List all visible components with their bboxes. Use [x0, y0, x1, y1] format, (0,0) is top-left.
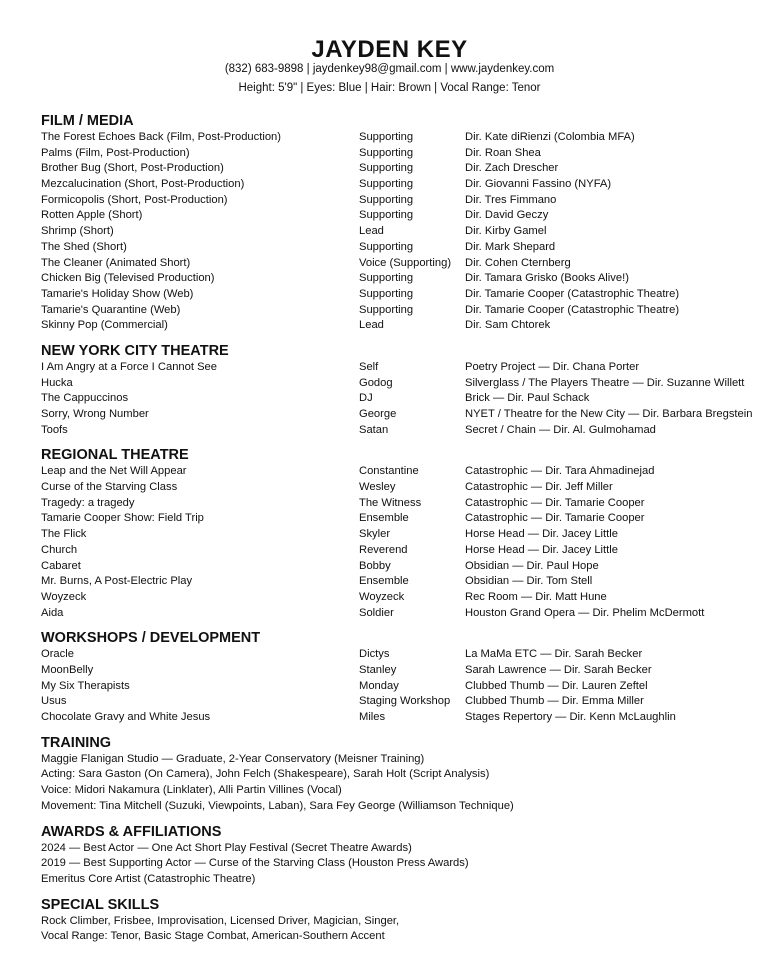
- credit-company-director: Clubbed Thumb — Dir. Emma Miller: [465, 695, 644, 708]
- credit-row: [41, 303, 776, 319]
- actor-name: JAYDEN KEY: [311, 36, 468, 63]
- credit-role: Satan: [359, 423, 389, 436]
- credit-list: [41, 647, 776, 725]
- credit-row: [41, 527, 776, 543]
- credit-row: [41, 710, 776, 726]
- nyc-theatre-section: [41, 343, 776, 438]
- credit-row: [41, 256, 776, 272]
- credit-row: [41, 161, 776, 177]
- credit-title: Church: [41, 543, 78, 556]
- credit-role: Woyzeck: [359, 590, 405, 603]
- credit-company-director: La MaMa ETC — Dir. Sarah Becker: [465, 648, 643, 661]
- physical-stats: Height: 5'9" | Eyes: Blue | Hair: Brown | Vocal Range: Tenor: [238, 82, 541, 94]
- credit-company-director: Catastrophic — Dir. Tamarie Cooper: [465, 512, 645, 525]
- credit-role: Supporting: [359, 131, 414, 143]
- section-title: NEW YORK CITY THEATRE: [41, 342, 229, 359]
- film-media-section: [41, 113, 776, 334]
- credit-title: Brother Bug (Short, Post-Production): [41, 162, 224, 175]
- section-title: WORKSHOPS / DEVELOPMENT: [41, 630, 261, 647]
- credit-row: [41, 559, 776, 575]
- credit-company-director: Dir. Giovanni Fassino (NYFA): [465, 178, 612, 191]
- text-line: 2024 — Best Actor — One Act Short Play Festival (Secret Theatre Awards): [41, 841, 412, 854]
- section-title: AWARDS & AFFILIATIONS: [41, 823, 222, 840]
- credit-row: [41, 590, 776, 606]
- training-section: [41, 735, 776, 815]
- credit-company-director: Dir. David Geczy: [465, 209, 549, 222]
- credit-title: MoonBelly: [41, 663, 94, 676]
- credit-row: [41, 208, 776, 224]
- credit-title: Chocolate Gravy and White Jesus: [41, 711, 211, 723]
- credit-row: [41, 423, 776, 439]
- credit-row: [41, 224, 776, 240]
- section-title: SPECIAL SKILLS: [41, 896, 160, 913]
- credit-role: Supporting: [359, 303, 414, 316]
- credit-role: Monday: [359, 679, 399, 692]
- text-lines: [41, 752, 776, 815]
- credit-company-director: Silverglass / The Players Theatre — Dir. Suzanne Willett: [465, 376, 745, 389]
- credit-title: Sorry, Wrong Number: [41, 408, 149, 420]
- text-line: Movement: Tina Mitchell (Suzuki, Viewpoints, Laban), Sara Fey George (Williamson Technique): [41, 799, 514, 812]
- credit-title: Tamarie Cooper Show: Field Trip: [41, 512, 204, 525]
- credit-company-director: Dir. Mark Shepard: [465, 240, 556, 253]
- credit-role: Lead: [359, 225, 384, 238]
- credit-role: Supporting: [359, 287, 414, 300]
- credit-title: The Shed (Short): [41, 240, 127, 253]
- credit-role: Lead: [359, 319, 384, 332]
- credit-row: [41, 130, 776, 146]
- credit-title: Cabaret: [41, 559, 81, 572]
- credit-row: [41, 146, 776, 162]
- credit-title: The Cleaner (Animated Short): [41, 256, 191, 269]
- credit-row: [41, 511, 776, 527]
- credit-role: Supporting: [359, 193, 414, 206]
- credit-company-director: Dir. Sam Chtorek: [465, 319, 551, 332]
- credit-title: Formicopolis (Short, Post-Production): [41, 193, 228, 206]
- credit-row: [41, 193, 776, 209]
- credit-row: [41, 318, 776, 334]
- credit-row: [41, 376, 776, 392]
- credit-title: I Am Angry at a Force I Cannot See: [41, 360, 217, 373]
- credit-title: The Flick: [41, 528, 87, 541]
- credit-company-director: Rec Room — Dir. Matt Hune: [465, 590, 607, 603]
- text-line: Voice: Midori Nakamura (Linklater), Alli Partin Villines (Vocal): [41, 784, 342, 797]
- awards-section: [41, 824, 776, 888]
- credit-company-director: Obsidian — Dir. Tom Stell: [465, 575, 593, 588]
- credit-title: Chicken Big (Televised Production): [41, 272, 215, 285]
- section-title: REGIONAL THEATRE: [41, 447, 189, 464]
- credit-row: [41, 606, 776, 622]
- credit-role: Stanley: [359, 663, 397, 676]
- credit-title: Usus: [41, 695, 67, 708]
- credit-company-director: Brick — Dir. Paul Schack: [465, 392, 590, 405]
- credit-title: Tamarie's Holiday Show (Web): [41, 287, 194, 300]
- credit-row: [41, 407, 776, 423]
- credit-company-director: Dir. Tamara Grisko (Books Alive!): [465, 272, 629, 285]
- credit-role: Ensemble: [359, 512, 409, 525]
- credit-company-director: Catastrophic — Dir. Jeff Miller: [465, 481, 613, 494]
- credit-role: Soldier: [359, 606, 394, 619]
- credit-company-director: Catastrophic — Dir. Tamarie Cooper: [465, 496, 645, 509]
- credit-title: Tamarie's Quarantine (Web): [41, 303, 181, 316]
- credit-company-director: Dir. Kate diRienzi (Colombia MFA): [465, 131, 635, 143]
- credit-role: Supporting: [359, 162, 414, 175]
- credit-company-director: Clubbed Thumb — Dir. Lauren Zeftel: [465, 679, 648, 692]
- regional-theatre-section: [41, 447, 776, 621]
- credit-role: Supporting: [359, 146, 414, 159]
- credit-title: Shrimp (Short): [41, 225, 114, 238]
- special-skills-section: [41, 897, 776, 945]
- credit-role: DJ: [359, 392, 373, 405]
- credit-title: The Cappuccinos: [41, 392, 129, 405]
- credit-title: Rotten Apple (Short): [41, 209, 143, 222]
- credit-role: Dictys: [359, 648, 390, 661]
- credit-role: Supporting: [359, 240, 414, 253]
- credit-list: [41, 464, 776, 621]
- credit-list: [41, 360, 776, 438]
- credit-row: [41, 663, 776, 679]
- credit-title: Leap and the Net Will Appear: [41, 465, 187, 478]
- credit-company-director: Stages Repertory — Dir. Kenn McLaughlin: [465, 711, 676, 723]
- section-title: TRAINING: [41, 734, 112, 751]
- credit-role: Reverend: [359, 543, 408, 556]
- credit-company-director: Catastrophic — Dir. Tara Ahmadinejad: [465, 465, 655, 478]
- credit-title: Aida: [41, 606, 64, 619]
- credit-role: Godog: [359, 376, 393, 389]
- credit-role: Self: [359, 360, 379, 373]
- credit-title: The Forest Echoes Back (Film, Post-Production): [41, 131, 281, 143]
- credit-row: [41, 271, 776, 287]
- credit-row: [41, 287, 776, 303]
- credit-row: [41, 679, 776, 695]
- credit-role: Bobby: [359, 559, 391, 572]
- resume-header: [0, 38, 779, 95]
- credit-role: Voice (Supporting): [359, 256, 452, 269]
- credit-company-director: Dir. Roan Shea: [465, 146, 541, 159]
- text-line: Vocal Range: Tenor, Basic Stage Combat, American-Southern Accent: [41, 930, 385, 943]
- text-line: Rock Climber, Frisbee, Improvisation, Licensed Driver, Magician, Singer,: [41, 914, 400, 927]
- text-line: Emeritus Core Artist (Catastrophic Theatre): [41, 872, 256, 885]
- text-line: Acting: Sara Gaston (On Camera), John Felch (Shakespeare), Sarah Holt (Script Analysis): [41, 768, 490, 781]
- credit-role: Skyler: [359, 528, 391, 541]
- credit-role: Constantine: [359, 465, 419, 478]
- contact-info: (832) 683-9898 | jaydenkey98@gmail.com | www.jaydenkey.com: [224, 63, 555, 75]
- credit-company-director: Dir. Zach Drescher: [465, 162, 559, 175]
- credit-company-director: Dir. Tamarie Cooper (Catastrophic Theatre): [465, 287, 680, 300]
- credit-role: Ensemble: [359, 575, 409, 588]
- credit-role: George: [359, 408, 397, 420]
- credit-row: [41, 464, 776, 480]
- text-lines: [41, 914, 776, 945]
- credit-company-director: Horse Head — Dir. Jacey Little: [465, 528, 618, 541]
- credit-row: [41, 543, 776, 559]
- credit-row: [41, 694, 776, 710]
- credit-row: [41, 496, 776, 512]
- credit-row: [41, 574, 776, 590]
- credit-company-director: Dir. Tamarie Cooper (Catastrophic Theatre): [465, 303, 680, 316]
- credit-company-director: Dir. Kirby Gamel: [465, 225, 547, 238]
- workshops-section: [41, 630, 776, 725]
- credit-row: [41, 177, 776, 193]
- text-line: 2019 — Best Supporting Actor — Curse of the Starving Class (Houston Press Awards): [41, 857, 469, 870]
- credit-title: Mr. Burns, A Post-Electric Play: [41, 575, 193, 588]
- credit-company-director: Dir. Cohen Cternberg: [465, 256, 571, 269]
- credit-role: Staging Workshop: [359, 695, 451, 708]
- credit-company-director: Houston Grand Opera — Dir. Phelim McDermott: [465, 606, 705, 619]
- credit-company-director: Poetry Project — Dir. Chana Porter: [465, 360, 640, 373]
- credit-title: Mezcalucination (Short, Post-Production): [41, 178, 245, 191]
- credit-role: Wesley: [359, 481, 396, 494]
- credit-role: The Witness: [359, 496, 422, 509]
- credit-role: Supporting: [359, 178, 414, 191]
- credit-company-director: Secret / Chain — Dir. Al. Gulmohamad: [465, 423, 656, 436]
- credit-row: [41, 360, 776, 376]
- credit-company-director: Sarah Lawrence — Dir. Sarah Becker: [465, 663, 652, 676]
- credit-title: Toofs: [41, 423, 68, 436]
- credit-title: Tragedy: a tragedy: [41, 496, 135, 509]
- section-title: FILM / MEDIA: [41, 113, 134, 129]
- credit-row: [41, 647, 776, 663]
- resume-body: [41, 113, 776, 945]
- credit-title: Hucka: [41, 376, 73, 389]
- credit-title: Skinny Pop (Commercial): [41, 319, 168, 332]
- credit-role: Supporting: [359, 209, 414, 222]
- credit-company-director: Obsidian — Dir. Paul Hope: [465, 559, 599, 572]
- text-lines: [41, 841, 776, 888]
- credit-role: Miles: [359, 711, 386, 723]
- credit-title: Curse of the Starving Class: [41, 481, 178, 494]
- credit-list: [41, 130, 776, 334]
- credit-title: Palms (Film, Post-Production): [41, 146, 190, 159]
- credit-title: My Six Therapists: [41, 679, 130, 692]
- credit-company-director: NYET / Theatre for the New City — Dir. Barbara Bregstein: [465, 408, 753, 420]
- credit-row: [41, 240, 776, 256]
- text-line: Maggie Flanigan Studio — Graduate, 2-Year Conservatory (Meisner Training): [41, 752, 425, 765]
- credit-company-director: Dir. Tres Fimmano: [465, 193, 557, 206]
- credit-row: [41, 480, 776, 496]
- credit-company-director: Horse Head — Dir. Jacey Little: [465, 543, 618, 556]
- credit-role: Supporting: [359, 272, 414, 285]
- credit-row: [41, 391, 776, 407]
- credit-title: Woyzeck: [41, 590, 87, 603]
- credit-title: Oracle: [41, 648, 74, 661]
